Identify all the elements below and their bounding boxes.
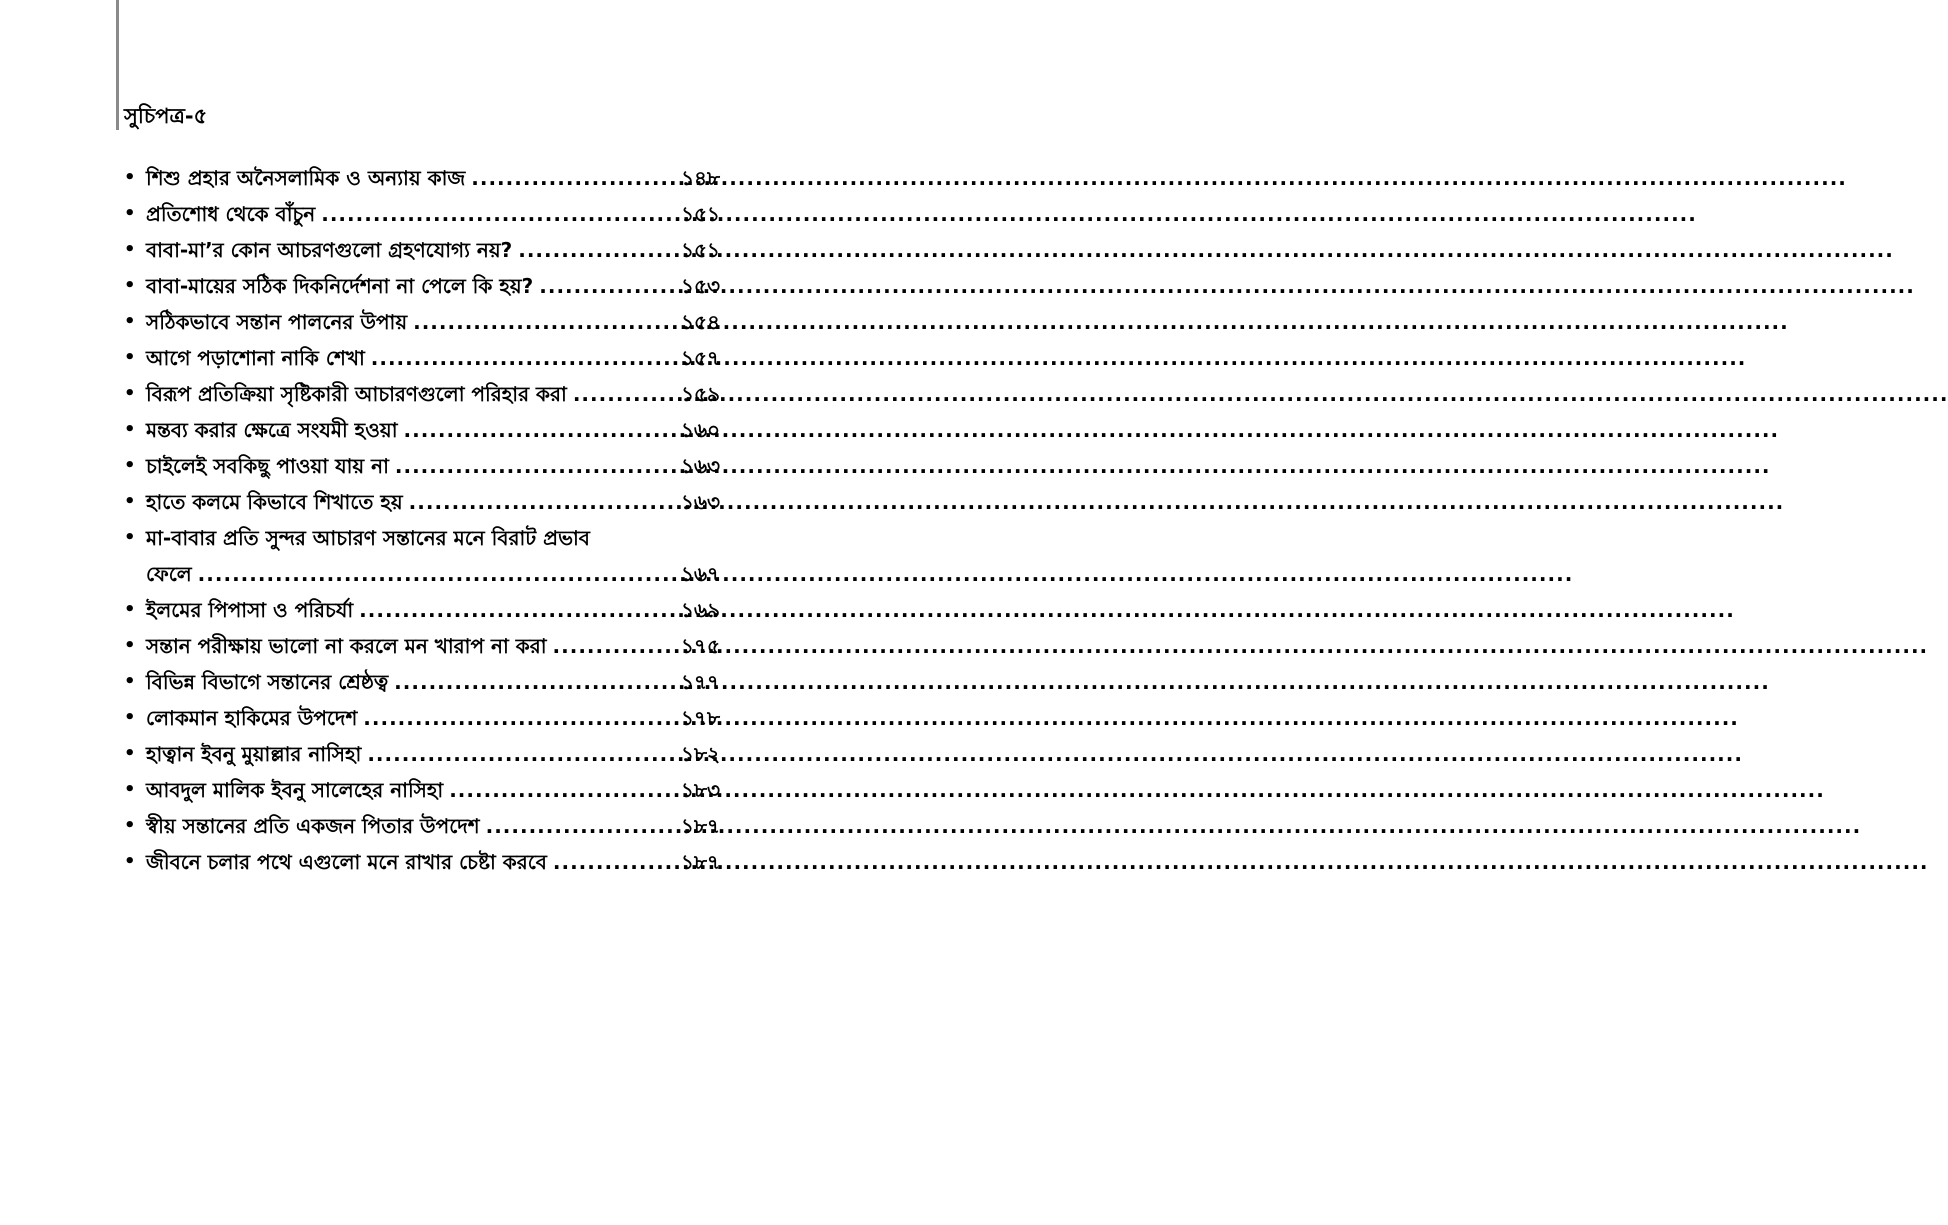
- toc-entry-row: [146, 340, 720, 376]
- toc-entry-page: ১৬৩: [681, 490, 720, 514]
- dot-leader: [395, 448, 648, 484]
- toc-entry: [120, 736, 720, 772]
- toc-entry-page: ১৬৭: [681, 562, 720, 586]
- dot-leader: [553, 844, 648, 880]
- toc-entry-title: হাত্বান ইবনু মুয়াল্লার নাসিহা: [146, 742, 362, 766]
- toc-entry-page: ১৬০: [681, 418, 720, 442]
- toc-entry: [120, 376, 720, 412]
- toc-entry-page: ১৭৭: [681, 670, 720, 694]
- toc-entry: [120, 196, 720, 232]
- dot-leader: [486, 808, 648, 844]
- toc-entry: [120, 304, 720, 340]
- bullet-icon: •: [124, 239, 136, 260]
- toc-entry-page: ১৫১: [681, 238, 720, 262]
- bullet-icon: •: [124, 167, 136, 188]
- dot-leader: [539, 268, 648, 304]
- toc-entry-page: ১৮২: [681, 742, 720, 766]
- toc-entry: [120, 772, 720, 808]
- bullet-icon: •: [124, 419, 136, 440]
- toc-entry: [120, 808, 720, 844]
- toc-entry: [120, 628, 720, 664]
- toc-entry-title: মন্তব্য করার ক্ষেত্রে সংযমী হওয়া: [146, 418, 398, 442]
- toc-entry-title: বাবা-মা’র কোন আচরণগুলো গ্রহণযোগ্য নয়?: [146, 238, 513, 262]
- toc-entry-title: সঠিকভাবে সন্তান পালনের উপায়: [146, 310, 408, 334]
- toc-entry-title: বাবা-মায়ের সঠিক দিকনির্দেশনা না পেলে কি হয়?: [146, 274, 534, 298]
- dot-leader: [573, 376, 648, 412]
- bullet-icon: •: [124, 815, 136, 836]
- toc-entry-row: [146, 808, 720, 844]
- toc-entry-page: ১৮৩: [681, 778, 720, 802]
- toc-entry-page: ১৭৮: [681, 706, 720, 730]
- toc-entry-page: ১৪৮: [681, 166, 720, 190]
- toc-entry-row: [146, 304, 720, 340]
- dot-leader: [409, 484, 648, 520]
- toc-entry-title: হাতে কলমে কিভাবে শিখাতে হয়: [146, 490, 403, 514]
- toc-entry: [120, 448, 720, 484]
- toc-entry-page: ১৫১: [681, 202, 720, 226]
- bullet-icon: •: [124, 779, 136, 800]
- toc-entry-row: [146, 844, 720, 880]
- dot-leader: [363, 700, 648, 736]
- toc-entry-title: লোকমান হাকিমের উপদেশ: [146, 706, 358, 730]
- dot-leader: [198, 556, 648, 592]
- dot-leader: [371, 340, 648, 376]
- toc-entry-title: স্বীয় সন্তানের প্রতি একজন পিতার উপদেশ: [146, 814, 480, 838]
- toc-entry-page: ১৮৭: [681, 850, 720, 874]
- dot-leader: [553, 628, 648, 664]
- toc-entry: [120, 592, 720, 628]
- toc-entry-page: ১৫৯: [681, 382, 720, 406]
- toc-entry: [120, 160, 720, 196]
- toc-entry-row: [146, 412, 720, 448]
- bullet-icon: •: [124, 383, 136, 404]
- toc-entry-title-line2: ফেলে: [146, 562, 192, 586]
- dot-leader: [367, 736, 648, 772]
- toc-entry: [120, 664, 720, 700]
- toc-entry-row: [146, 736, 720, 772]
- dot-leader: [359, 592, 648, 628]
- toc-entry-row: [146, 196, 720, 232]
- toc-entry-title: ইলমের পিপাসা ও পরিচর্যা: [146, 598, 354, 622]
- toc-entry-page: ১৭৫: [681, 634, 720, 658]
- dot-leader: [518, 232, 648, 268]
- dot-leader: [449, 772, 648, 808]
- toc-entry-title: বিভিন্ন বিভাগে সন্তানের শ্রেষ্ঠত্ব: [146, 670, 389, 694]
- toc-entry-row: [146, 232, 720, 268]
- page-title: সুচিপত্র-৫: [124, 104, 208, 128]
- toc-entry-row: [146, 592, 720, 628]
- toc-entry-row: [146, 700, 720, 736]
- toc-entry-row: [146, 160, 720, 196]
- toc-entry-row: [146, 268, 720, 304]
- toc-entry-page: ১৮৭: [681, 814, 720, 838]
- bullet-icon: •: [124, 311, 136, 332]
- toc-entry-multiline: [120, 520, 720, 592]
- toc-entry-title: জীবনে চলার পথে এগুলো মনে রাখার চেষ্টা করবে: [146, 850, 547, 874]
- bullet-icon: •: [124, 707, 136, 728]
- toc-entry: [120, 268, 720, 304]
- toc-entry-title: আবদুল মালিক ইবনু সালেহের নাসিহা: [146, 778, 444, 802]
- bullet-icon: •: [124, 491, 136, 512]
- toc-entry: [120, 844, 720, 880]
- table-of-contents: [120, 160, 720, 880]
- dot-leader: [394, 664, 648, 700]
- toc-entry: [120, 340, 720, 376]
- toc-entry-title: সন্তান পরীক্ষায় ভালো না করলে মন খারাপ না করা: [146, 634, 547, 658]
- toc-entry-row: [146, 664, 720, 700]
- bullet-icon: •: [124, 743, 136, 764]
- toc-entry: [120, 412, 720, 448]
- toc-entry-row: [146, 376, 720, 412]
- toc-entry-row: [146, 484, 720, 520]
- toc-entry-title: বিরূপ প্রতিক্রিয়া সৃষ্টিকারী আচারণগুলো পরিহার করা: [146, 382, 567, 406]
- toc-entry-page: ১৬৯: [681, 598, 720, 622]
- toc-entry-row: [146, 772, 720, 808]
- toc-entry-row: [146, 628, 720, 664]
- bullet-icon: •: [124, 527, 136, 548]
- toc-entry: [120, 700, 720, 736]
- bullet-icon: •: [124, 635, 136, 656]
- toc-entry-title: আগে পড়াশোনা নাকি শেখা: [146, 346, 365, 370]
- toc-entry-page: ১৬৩: [681, 454, 720, 478]
- dot-leader: [404, 412, 649, 448]
- toc-entry-title: প্রতিশোধ থেকে বাঁচুন: [146, 202, 316, 226]
- bullet-icon: •: [124, 347, 136, 368]
- toc-entry: [120, 232, 720, 268]
- toc-entry-page: ১৫৩: [681, 274, 720, 298]
- bullet-icon: •: [124, 455, 136, 476]
- dot-leader: [321, 196, 648, 232]
- bullet-icon: •: [124, 203, 136, 224]
- toc-entry: [120, 484, 720, 520]
- bullet-icon: •: [124, 599, 136, 620]
- toc-entry-page: ১৫৭: [681, 346, 720, 370]
- bullet-icon: •: [124, 851, 136, 872]
- bullet-icon: •: [124, 671, 136, 692]
- page-margin-bar: [116, 0, 119, 130]
- toc-entry-title: চাইলেই সবকিছু পাওয়া যায় না: [146, 454, 389, 478]
- toc-entry-row: [146, 448, 720, 484]
- toc-entry-title-line1: মা-বাবার প্রতি সুন্দর আচারণ সন্তানের মনে বিরাট প্রভাব: [146, 526, 590, 550]
- toc-entry-title: শিশু প্রহার অনৈসলামিক ও অন্যায় কাজ: [146, 166, 466, 190]
- toc-entry-row: [146, 556, 720, 592]
- bullet-icon: •: [124, 275, 136, 296]
- toc-entry-page: ১৫৪: [681, 310, 720, 334]
- dot-leader: [471, 160, 648, 196]
- dot-leader: [413, 304, 648, 340]
